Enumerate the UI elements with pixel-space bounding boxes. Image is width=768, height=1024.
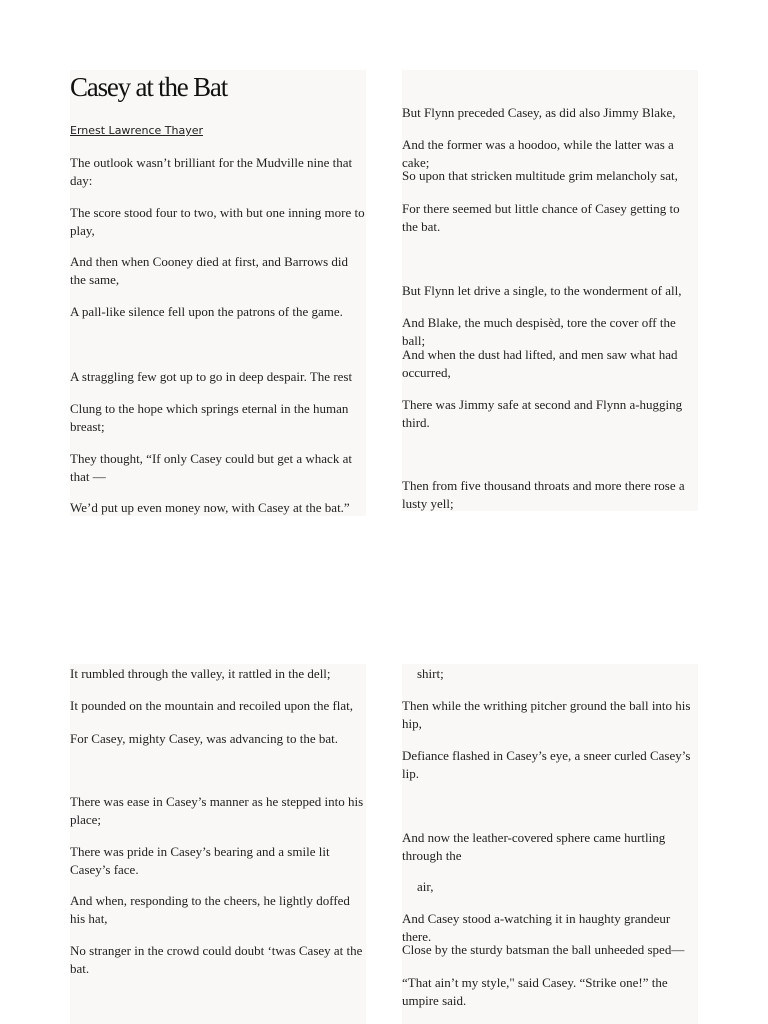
poem-line: For there seemed but little chance of Casey getting to the bat.	[402, 201, 680, 234]
poem-line: And when, responding to the cheers, he lightly doffed his hat,	[70, 893, 350, 926]
page-column-1	[70, 70, 366, 516]
poem-line: shirt;	[417, 666, 444, 681]
poem-line: And Casey stood a-watching it in haughty grandeur there.	[402, 911, 671, 944]
poem-line: And Blake, the much despisèd, tore the cover off the ball;	[402, 315, 676, 348]
poem-line: There was ease in Casey’s manner as he stepped into his place;	[70, 794, 364, 827]
poem-line: We’d put up even money now, with Casey at the bat.”	[70, 500, 350, 515]
page-column-3	[70, 664, 366, 1024]
poem-line: Clung to the hope which springs eternal in the human breast;	[70, 401, 349, 434]
poem-line: For Casey, mighty Casey, was advancing to the bat.	[70, 731, 339, 746]
poem-line: There was Jimmy safe at second and Flynn a-hugging third.	[402, 397, 683, 430]
poem-line: No stranger in the crowd could doubt ‘twas Casey at the bat.	[70, 943, 363, 976]
poem-line: There was pride in Casey’s bearing and a smile lit Casey’s face.	[70, 844, 330, 877]
poem-line: A straggling few got up to go in deep despair. The rest	[70, 369, 353, 384]
poem-line: And when the dust had lifted, and men saw what had occurred,	[402, 347, 678, 380]
poem-line: Then while the writhing pitcher ground the ball into his hip,	[402, 698, 691, 731]
poem-line: But Flynn let drive a single, to the wonderment of all,	[402, 283, 682, 298]
poem-line: A pall-like silence fell upon the patrons of the game.	[70, 304, 343, 319]
poem-line: And then when Cooney died at first, and Barrows did the same,	[70, 254, 349, 287]
poem-line: The score stood four to two, with but one inning more to play,	[70, 205, 365, 238]
poem-line: So upon that stricken multitude grim melancholy sat,	[402, 168, 678, 183]
page-column-4	[402, 664, 698, 1024]
page-column-2	[402, 70, 698, 511]
poem-line: Defiance flashed in Casey’s eye, a sneer curled Casey’s lip.	[402, 748, 691, 781]
poem-line: And now the leather-covered sphere came hurtling through the	[402, 830, 666, 863]
poem-line: air,	[417, 879, 434, 894]
poem-line: They thought, “If only Casey could but get a whack at that —	[70, 451, 352, 484]
poem-line: It rumbled through the valley, it rattled in the dell;	[70, 666, 331, 681]
poem-line: But Flynn preceded Casey, as did also Jimmy Blake,	[402, 105, 676, 120]
poem-title: Casey at the Bat	[70, 72, 227, 102]
poem-line: Close by the sturdy batsman the ball unheeded sped—	[402, 942, 685, 957]
poem-line: “That ain’t my style," said Casey. “Strike one!” the umpire said.	[402, 975, 668, 1008]
poem-line: Then from five thousand throats and more there rose a lusty yell;	[402, 478, 685, 511]
poem-line: It pounded on the mountain and recoiled upon the flat,	[70, 698, 354, 713]
poem-line: And the former was a hoodoo, while the latter was a cake;	[402, 137, 674, 170]
poem-line: The outlook wasn’t brilliant for the Mudville nine that day:	[70, 155, 353, 188]
author-link[interactable]: Ernest Lawrence Thayer	[70, 124, 203, 137]
